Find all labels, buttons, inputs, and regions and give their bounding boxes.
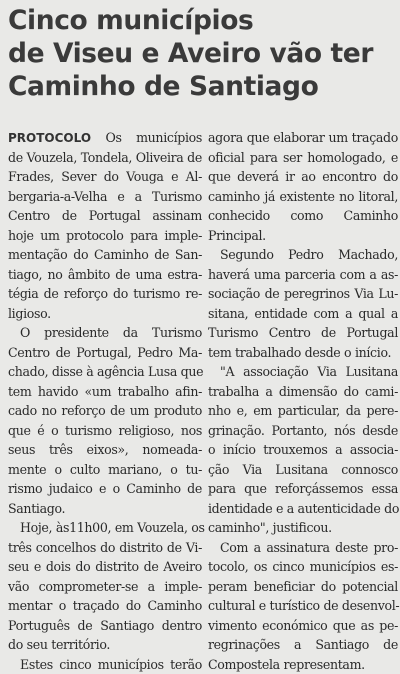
body-line: Português de Santiago dentro [8, 616, 202, 636]
body-line: Com a assinatura deste pro- [208, 538, 398, 558]
body-line: mentação do Caminho de San- [8, 245, 202, 265]
article-column-left [8, 128, 202, 674]
body-line: do seu território. [8, 635, 202, 655]
body-line: regrinações a Santiago de [208, 635, 398, 655]
body-line: Santiago. [8, 499, 202, 519]
body-line: vimento económico que as pe- [208, 616, 398, 636]
body-line: peram beneficiar do potencial [208, 577, 398, 597]
body-line: O presidente da Turismo [8, 323, 202, 343]
body-line: tem havido «um trabalho afin- [8, 382, 202, 402]
body-line: haverá uma parceria com a as- [208, 265, 398, 285]
body-line: trabalha a dimensão do cami- [208, 382, 398, 402]
body-line: Segundo Pedro Machado, [208, 245, 398, 265]
article-column-right [208, 128, 398, 674]
body-line: identidade e a autenticidade do [208, 499, 398, 519]
body-line: cultural e turístico de desenvol- [208, 596, 398, 616]
body-line: tégia de reforço do turismo re- [8, 284, 202, 304]
body-line: Principal. [208, 226, 398, 246]
body-line: que é o turismo religioso, nos [8, 421, 202, 441]
body-line: agora que elaborar um traçado [208, 128, 398, 148]
body-line: seus três eixos», nomeada- [8, 440, 202, 460]
body-line: chado, disse à agência Lusa que [8, 362, 202, 382]
article-headline [8, 4, 396, 103]
body-line: tiago, no âmbito de uma estra- [8, 265, 202, 285]
body-line: sitana, entidade com a qual a [208, 304, 398, 324]
body-line: para que reforçássemos essa [208, 479, 398, 499]
body-line: grinação. Portanto, nós desde [208, 421, 398, 441]
body-line: hoje um protocolo para imple- [8, 226, 202, 246]
body-line: caminho", justificou. [208, 518, 398, 538]
headline-line-3: Caminho de Santiago [8, 70, 396, 103]
body-line: Turismo Centro de Portugal [208, 323, 398, 343]
body-line: caminho já existente no litoral, [208, 187, 398, 207]
body-line: Estes cinco municípios terão [8, 655, 202, 674]
body-line: nho e, em particular, da pere- [208, 401, 398, 421]
body-line: mentar o traçado do Caminho [8, 596, 202, 616]
body-line: "A associação Via Lusitana [208, 362, 398, 382]
body-line: vão comprometer-se a imple- [8, 577, 202, 597]
body-line: sociação de peregrinos Via Lu- [208, 284, 398, 304]
body-line: Frades, Sever do Vouga e Al- [8, 167, 202, 187]
body-line: Centro de Portugal, Pedro Ma- [8, 343, 202, 363]
body-line: tocolo, os cinco municípios es- [208, 557, 398, 577]
body-line: oficial para ser homologado, e [208, 148, 398, 168]
body-line: bergaria-a-Velha e a Turismo [8, 187, 202, 207]
body-line: Centro de Portugal assinam [8, 206, 202, 226]
article-kicker: PROTOCOLO [8, 131, 91, 145]
body-line: rismo judaico e o Caminho de [8, 479, 202, 499]
body-line: conhecido como Caminho [208, 206, 398, 226]
body-line-text: Os municípios [91, 130, 202, 145]
body-line [8, 128, 202, 148]
body-line: que deverá ir ao encontro do [208, 167, 398, 187]
body-line: ção Via Lusitana connosco [208, 460, 398, 480]
headline-line-2: de Viseu e Aveiro vão ter [8, 37, 396, 70]
body-line: de Vouzela, Tondela, Oliveira de [8, 148, 202, 168]
body-line: seu e dois do distrito de Aveiro [8, 557, 202, 577]
body-line: mente o culto mariano, o tu- [8, 460, 202, 480]
body-line: Compostela representam. [208, 655, 398, 674]
body-line: ligioso. [8, 304, 202, 324]
body-line: cado no reforço de um produto [8, 401, 202, 421]
body-line: o início trouxemos a associa- [208, 440, 398, 460]
headline-line-1: Cinco municípios [8, 4, 396, 37]
body-line: três concelhos do distrito de Vi- [8, 538, 202, 558]
body-line: Hoje, às11h00, em Vouzela, os [8, 518, 202, 538]
body-line: tem trabalhado desde o início. [208, 343, 398, 363]
